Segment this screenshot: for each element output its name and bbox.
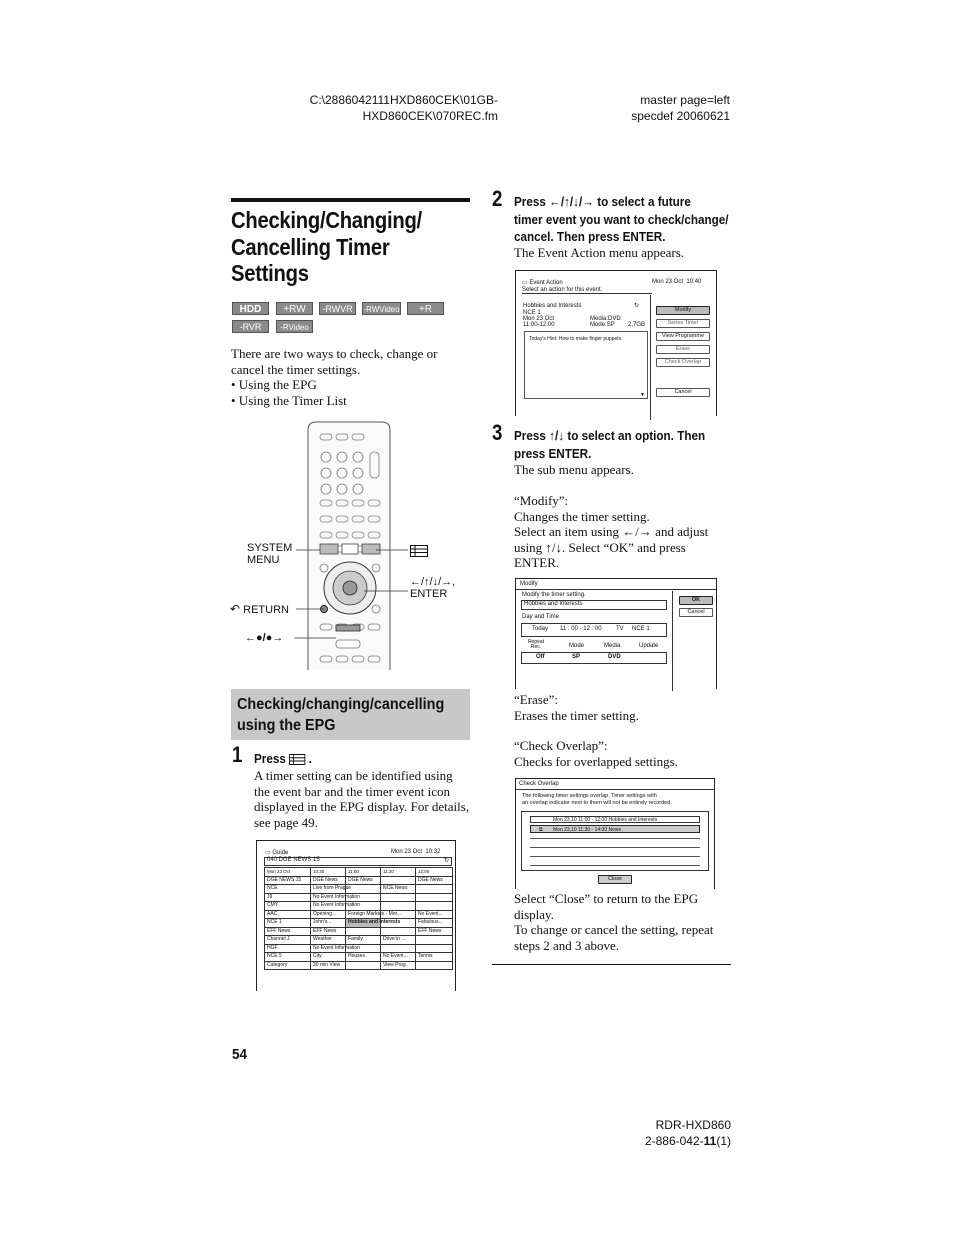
epg-channel-bar — [264, 857, 452, 866]
step-2-line-3: cancel. Then press ENTER. — [514, 229, 666, 244]
intro-line-1: There are two ways to check, change or — [231, 346, 438, 361]
enter-label: ENTER — [410, 588, 448, 600]
modify-screen — [515, 578, 717, 689]
intro-line-2: cancel the timer settings. — [231, 361, 361, 377]
overlap-description — [514, 738, 678, 769]
overlap-row-2[interactable] — [530, 825, 700, 833]
epg-programme-cell[interactable]: Foreign Markets - Mor... — [346, 910, 381, 919]
ea-date: Mon 23 Oct — [652, 279, 684, 285]
return-icon: ↶ — [230, 602, 241, 616]
epg-programme-cell[interactable] — [381, 902, 416, 911]
modify-values-row — [521, 652, 667, 664]
ea-datetime — [652, 279, 701, 285]
file-path-header — [300, 92, 498, 124]
modify-val-mode[interactable]: SP — [572, 654, 581, 660]
epg-time: 10:32 — [425, 849, 441, 855]
master-line-1: master page=left — [640, 93, 730, 107]
epg-channel-line: 040 DGE NEWS 15 — [267, 857, 320, 863]
epg-programme-cell[interactable]: Houses — [346, 953, 381, 962]
epg-programme-cell[interactable]: Drive in ... — [381, 936, 416, 945]
master-page-header — [580, 92, 730, 124]
modify-button[interactable]: Modify — [656, 306, 710, 315]
epg-programme-cell[interactable]: Weather — [311, 936, 346, 945]
ea-hint-box — [524, 331, 648, 399]
subsection-line-2: using the EPG — [237, 717, 336, 734]
modify-col-media: Media — [604, 643, 621, 649]
ea-mode: Mode:SP — [590, 322, 615, 328]
arrows-enter-label — [410, 576, 455, 600]
step-3-heading — [514, 427, 739, 462]
step-1-press: Press — [254, 751, 286, 766]
epg-screen — [256, 840, 456, 991]
epg-channel-cell: DGE NEWS 15 — [265, 876, 311, 885]
epg-channel-cell: Category — [265, 961, 311, 970]
epg-programme-cell[interactable]: DGE News — [416, 876, 453, 885]
overlap-msg-1: The following timer settings overlap. Timer settings with — [522, 793, 657, 799]
path-line-2: HXD860CEK\070REC.fm — [362, 109, 498, 123]
epg-row[interactable] — [265, 944, 453, 953]
system-menu-label-1: SYSTEM — [247, 542, 293, 554]
epg-channel-cell: HGF — [265, 944, 311, 953]
modify-col-repeat: Repeat Rec. — [527, 639, 545, 650]
step-3-number: 3 — [492, 420, 503, 445]
footer-code-post: (1) — [716, 1134, 731, 1148]
epg-programme-cell[interactable] — [381, 893, 416, 902]
epg-programme-cell[interactable]: No Event... — [381, 953, 416, 962]
step-2-line-2: timer event you want to check/change/ — [514, 211, 729, 227]
modify-text-4: ENTER. — [514, 555, 560, 570]
closing-line-3: To change or cancel the setting, repeat — [514, 922, 714, 937]
erase-button[interactable]: Erase — [656, 345, 710, 354]
epg-programme-cell[interactable]: No Event Information — [311, 893, 346, 902]
ea-title: Event Action — [529, 280, 563, 286]
epg-programme-cell[interactable]: 12:00 — [416, 868, 453, 877]
subsection-header — [231, 689, 470, 740]
guide-icon — [289, 754, 305, 765]
epg-channel-cell: NCE 5 — [265, 953, 311, 962]
arrows-label: ←/↑/↓/→, — [410, 576, 456, 588]
title-line-1: Checking/Changing/ — [231, 207, 422, 233]
cancel-button[interactable]: Cancel — [679, 608, 713, 617]
epg-programme-cell[interactable] — [416, 944, 453, 953]
overlap-message — [522, 793, 672, 806]
modify-tv: TV — [616, 626, 624, 632]
epg-programme-cell[interactable]: Hobbies and Interests — [346, 919, 381, 928]
epg-programme-cell[interactable]: John's... — [311, 919, 346, 928]
closing-line-2: display. — [514, 906, 554, 922]
epg-row[interactable] — [265, 876, 453, 885]
epg-icon: ▭ — [265, 850, 271, 856]
epg-date: Mon 23 Oct — [391, 849, 423, 855]
modify-daytime-row — [521, 623, 667, 637]
epg-programme-cell[interactable]: NCE News — [381, 885, 416, 894]
epg-programme-cell[interactable]: No Event Information — [311, 902, 346, 911]
epg-programme-cell[interactable]: 11:30 — [381, 868, 416, 877]
overlap-empty-line-1 — [530, 838, 700, 839]
badge-plus-r: +R — [407, 302, 444, 315]
epg-programme-cell[interactable]: Live from Prague — [311, 885, 346, 894]
scroll-down-icon: ▼ — [640, 392, 645, 398]
modify-time-range[interactable]: 11 : 00 - 12 : 00 — [560, 626, 602, 632]
modify-channel[interactable]: NCE 1 — [632, 626, 650, 632]
overlap-title-rule — [516, 789, 714, 790]
timer-icon: ↻ — [443, 858, 449, 864]
ea-divider — [650, 295, 651, 420]
erase-text: Erases the timer setting. — [514, 707, 639, 723]
modify-val-repeat[interactable]: Off — [536, 654, 545, 660]
ea-day: Mon 23 Oct — [523, 316, 555, 322]
epg-title-row — [265, 849, 288, 856]
modify-today[interactable]: Today — [532, 626, 549, 632]
title-rule — [231, 198, 470, 202]
step-2-line-1: Press ←/↑/↓/→ to select a future — [514, 194, 691, 209]
ea-hint: Today's Hint: How to make finger puppets. — [529, 336, 623, 342]
overlap-row-1[interactable]: Mon 23,10 11:00 - 12:00 Hobbies and Interests — [530, 816, 700, 823]
ea-channel: NCE 1 — [523, 310, 541, 316]
ea-size: 2.7GB — [628, 322, 646, 328]
epg-row[interactable] — [265, 885, 453, 894]
epg-programme-cell[interactable] — [346, 927, 381, 936]
modify-prog: Hobbies and Interests — [524, 601, 583, 607]
badge-rw-video: -RWVideo — [362, 302, 401, 315]
badge-plus-rw: +RW — [276, 302, 313, 315]
check-overlap-screen — [515, 778, 715, 889]
section-end-rule — [492, 964, 731, 965]
erase-description — [514, 692, 639, 723]
ea-time-range: 11:00-12:00 — [523, 322, 555, 328]
overlap-q: “Check Overlap”: — [514, 738, 608, 753]
modify-title-rule — [516, 589, 716, 590]
epg-channel-cell: AAC — [265, 910, 311, 919]
epg-programme-cell[interactable] — [346, 961, 381, 970]
step-1-text-3: displayed in the EPG display. For details, — [254, 799, 470, 814]
step-1-period: . — [308, 751, 312, 766]
system-menu-label-2: MENU — [247, 554, 280, 566]
epg-programme-cell[interactable]: Family — [346, 936, 381, 945]
epg-programme-cell[interactable] — [416, 961, 453, 970]
modify-daytime-label: Day and Time — [522, 614, 560, 620]
modify-title: Modify — [520, 581, 538, 587]
epg-programme-cell[interactable] — [381, 944, 416, 953]
timer-icon: ↻ — [634, 303, 640, 309]
modify-q: “Modify”: — [514, 493, 569, 508]
modify-val-media[interactable]: DVD — [608, 654, 621, 660]
epg-programme-cell[interactable]: No Event Information — [311, 944, 346, 953]
step-3-line-1: Press ↑/↓ to select an option. Then — [514, 428, 706, 443]
modify-description — [514, 493, 744, 571]
badge-hdd: HDD — [232, 302, 269, 315]
step-1-text-1: A timer setting can be identified using — [254, 768, 453, 783]
modify-text-1: Changes the timer setting. — [514, 508, 650, 524]
overlap-indicator-icon: ⧉ — [539, 827, 543, 833]
epg-channel-cell: NCE — [265, 885, 311, 894]
modify-divider — [672, 591, 673, 691]
epg-datetime — [391, 849, 440, 855]
title-line-2: Cancelling Timer — [231, 233, 390, 260]
remote-leader-lines — [290, 540, 420, 650]
epg-channel-cell: CMY — [265, 902, 311, 911]
ea-prog: Hobbies and Interests — [523, 303, 582, 309]
ea-title-row — [522, 279, 563, 286]
return-label: RETURN — [243, 604, 289, 616]
epg-channel-cell: NCE 1 — [265, 919, 311, 928]
epg-programme-cell[interactable]: 30 min View — [311, 961, 346, 970]
epg-programme-cell[interactable]: No Event... — [416, 910, 453, 919]
step-1-number: 1 — [232, 742, 243, 767]
page-number: 54 — [232, 1046, 248, 1063]
subsection-title — [237, 694, 471, 736]
page-title — [231, 207, 477, 287]
epg-programme-cell[interactable]: Opening... — [311, 910, 346, 919]
epg-programme-cell[interactable]: EFF News — [416, 927, 453, 936]
footer — [560, 1117, 731, 1149]
badge-rw-vr: -RWVR — [319, 302, 356, 315]
view-programme-button[interactable]: View Programme — [656, 332, 710, 341]
epg-programme-cell[interactable]: View Prog. — [381, 961, 416, 970]
closing-line-1: Select “Close” to return to the EPG — [514, 891, 699, 906]
modify-prog-field[interactable] — [521, 600, 667, 610]
footer-model: RDR-HXD860 — [655, 1118, 731, 1132]
modify-col-mode: Mode — [569, 643, 585, 649]
check-overlap-button[interactable]: Check Overlap — [656, 358, 710, 367]
epg-programme-cell[interactable]: DGE News — [346, 876, 381, 885]
intro-bullet-1: • Using the EPG — [231, 377, 317, 392]
epg-grid — [264, 867, 453, 970]
footer-code — [560, 1133, 731, 1149]
title-line-3: Settings — [231, 260, 309, 286]
system-menu-label — [247, 542, 292, 566]
epg-row[interactable] — [265, 910, 453, 919]
overlap-empty-line-4 — [530, 865, 700, 866]
footer-code-pre: 2-886-042- — [644, 1134, 704, 1148]
subsection-line-1: Checking/changing/cancelling — [237, 696, 445, 713]
modify-col-update: Update — [639, 643, 659, 649]
cancel-button[interactable]: Cancel — [656, 388, 710, 397]
intro-bullet-2: • Using the Timer List — [231, 392, 347, 408]
step-1-heading — [254, 750, 312, 768]
epg-row[interactable] — [265, 927, 453, 936]
epg-programme-cell[interactable]: 11:00 — [346, 868, 381, 877]
step-1-text — [254, 768, 474, 830]
ok-button[interactable]: OK — [679, 596, 713, 605]
overlap-title: Check Overlap — [519, 781, 559, 787]
close-button[interactable]: Close — [598, 875, 632, 884]
intro-text — [231, 346, 471, 408]
epg-row[interactable] — [265, 961, 453, 970]
path-line-1: C:\2886042111HXD860CEK\01GB- — [309, 93, 498, 107]
epg-programme-cell[interactable]: Fabulous... — [416, 919, 453, 928]
epg-programme-cell[interactable]: City — [311, 953, 346, 962]
closing-line-4: steps 2 and 3 above. — [514, 937, 620, 953]
overlap-empty-line-2 — [530, 847, 700, 848]
epg-programme-cell[interactable] — [381, 876, 416, 885]
modify-text-3: using ↑/↓. Select “OK” and press — [514, 539, 686, 555]
overlap-text: Checks for overlapped settings. — [514, 753, 678, 769]
ea-prompt: Select an action for this event. — [522, 287, 652, 294]
series-timer-button[interactable]: Series Timer — [656, 319, 710, 328]
epg-programme-cell[interactable] — [416, 885, 453, 894]
epg-row[interactable] — [265, 953, 453, 962]
overlap-empty-line-3 — [530, 856, 700, 857]
epg-channel-cell: EFF News — [265, 927, 311, 936]
step-2-number: 2 — [492, 186, 503, 211]
step-1-text-2: the event bar and the timer event icon — [254, 783, 451, 799]
epg-programme-cell[interactable] — [381, 927, 416, 936]
epg-programme-cell[interactable]: Tennis — [416, 953, 453, 962]
epg-row[interactable] — [265, 936, 453, 945]
skip-label: ←●/●→ — [245, 632, 284, 644]
footer-code-bold: 11 — [703, 1134, 717, 1148]
step-1-text-4: see page 49. — [254, 814, 318, 830]
event-action-screen — [515, 270, 717, 416]
epg-row[interactable] — [265, 893, 453, 902]
overlap-list — [521, 811, 709, 871]
step-2-sub: The Event Action menu appears. — [514, 245, 685, 260]
epg-programme-cell[interactable] — [416, 893, 453, 902]
overlap-row-2-text: Mon 23,10 11:30 - 14:00 News — [553, 827, 622, 833]
return-label-wrap — [230, 603, 289, 616]
epg-programme-cell[interactable]: DGE News — [311, 876, 346, 885]
modify-text-2: Select an item using ←/→ and adjust — [514, 524, 709, 539]
step-3-sub: The sub menu appears. — [514, 462, 634, 477]
ea-time: 10:40 — [686, 279, 702, 285]
badge-r-video: -RVideo — [276, 320, 313, 333]
erase-q: “Erase”: — [514, 692, 559, 707]
epg-row[interactable] — [265, 919, 453, 928]
overlap-msg-2: an overlap indicator next to them will not be entirely recorded. — [522, 799, 672, 806]
closing-text — [514, 891, 734, 953]
badge-r-vr: -RVR — [232, 320, 269, 333]
ea-icon: ▭ — [522, 280, 528, 286]
epg-programme-cell[interactable]: 10:30 — [311, 868, 346, 877]
guide-icon — [410, 545, 428, 557]
step-3-line-2: press ENTER. — [514, 445, 592, 461]
epg-programme-cell[interactable] — [416, 936, 453, 945]
master-line-2: specdef 20060621 — [631, 109, 730, 123]
step-2-heading — [514, 193, 739, 246]
epg-row[interactable] — [265, 902, 453, 911]
epg-row[interactable] — [265, 868, 453, 877]
epg-channel-cell: Mon 23 Oct — [265, 868, 311, 877]
epg-channel-cell: J9 — [265, 893, 311, 902]
epg-title: Guide — [272, 850, 289, 856]
modify-prompt: Modify the timer setting. — [522, 592, 586, 598]
epg-programme-cell[interactable] — [416, 902, 453, 911]
epg-programme-cell[interactable]: EFF News — [311, 927, 346, 936]
epg-channel-cell: Channel J — [265, 936, 311, 945]
ea-media: Media:DVD — [590, 316, 621, 322]
